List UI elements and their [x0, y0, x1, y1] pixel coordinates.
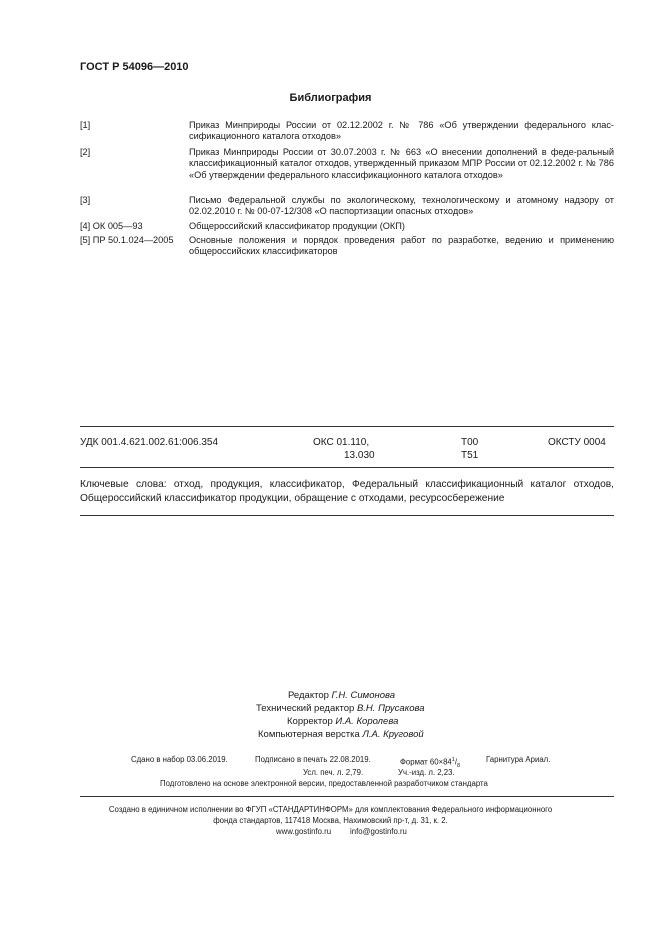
staff-role: Компьютерная верстка [258, 729, 360, 740]
divider-keywords [80, 515, 614, 516]
imprint-signed: Подписано в печать 22.08.2019. [255, 755, 371, 764]
oks-code-1: ОКС 01.110, [313, 437, 370, 448]
udk-code: УДК 001.4.621.002.61:006.354 [80, 437, 219, 448]
footer-line-1: Создано в единичном исполнении во ФГУП «СТАНДАРТИНФОРМ» для комплектования Федерального информационного [108, 805, 553, 814]
staff-row [258, 729, 424, 742]
bib-text: Приказ Минприроды России от 02.12.2002 г. № 786 «Об утверждении федерального клас-сификационного каталога отходов» [189, 120, 614, 142]
divider-footer [80, 796, 614, 797]
bib-text: Приказ Минприроды России от 30.07.2003 г. № 663 «О внесении дополнений в феде-ральный классификационный каталог отходов, утвержденный приказом МПР России от 02.12.2002 г. № 786 «Об утверждении федерального классификационного каталога отходов» [189, 147, 614, 180]
footer-line-2: фонда стандартов, 117418 Москва, Нахимовский пр-т, д. 31, к. 2. [213, 816, 448, 825]
footer-website-link[interactable]: www.gostinfo.ru [276, 827, 332, 836]
format-numerator: 1 [451, 757, 455, 763]
bib-ref: [2] [80, 147, 91, 157]
staff-role: Редактор [288, 690, 329, 701]
bib-ref: [3] [80, 195, 91, 205]
staff-name: И.А. Королева [335, 716, 399, 727]
bib-text: Общероссийский классификатор продукции (ОКП) [189, 221, 405, 231]
bib-entry [80, 147, 614, 181]
imprint-pub-sheets: Уч.-изд. л. 2,23. [398, 768, 455, 777]
staff-name: В.Н. Прусакова [356, 703, 425, 714]
divider-top [80, 426, 614, 427]
imprint-sent: Сдано в набор 03.06.2019. [131, 755, 228, 764]
staff-row [256, 703, 425, 716]
okp-code-2: Т51 [461, 450, 479, 461]
bib-text: Письмо Федеральной службы по экологическому, технологическому и атомному надзору от 02.02.2010 г. № 00-07-12/308 «О паспортизации опасных отходов» [189, 195, 614, 217]
staff-role: Корректор [287, 716, 333, 727]
format-text: Формат 60×84 [400, 757, 452, 767]
bib-ref: [4] ОК 005—93 [80, 221, 143, 231]
keywords: Ключевые слова: отход, продукция, классификатор, Федеральный классификационный каталог отходов, Общероссийский классификатор продукции, обращение с отходами, ресурсосбережение [80, 479, 614, 504]
imprint-prepared: Подготовлено на основе электронной версии, предоставленной разработчиком стандарта [160, 779, 488, 788]
imprint-format: Формат $60\times 84^1/_8$ [400, 757, 461, 770]
bib-ref: [5] ПР 50.1.024—2005 [80, 235, 174, 245]
bib-entry [80, 195, 614, 218]
footer-email-link[interactable]: info@gostinfo.ru [350, 827, 407, 836]
imprint-typeface: Гарнитура Ариал. [486, 755, 551, 764]
format-denominator: 8 [457, 763, 461, 770]
bib-entry [80, 221, 614, 232]
document-header: ГОСТ Р 54096—2010 [80, 61, 189, 73]
okp-code-1: Т00 [461, 437, 479, 448]
bib-entry [80, 120, 614, 143]
staff-name: Г.Н. Симонова [331, 690, 396, 701]
oks-code-2: 13.030 [344, 450, 375, 461]
bib-ref: [1] [80, 120, 91, 130]
section-title: Библиография [289, 92, 372, 104]
staff-name: Л.А. Круговой [362, 729, 424, 740]
bib-text: Основные положения и порядок проведения работ по разработке, ведению и применению общероссийских классификаторов [189, 235, 614, 257]
bib-entry [80, 235, 614, 258]
divider-middle [80, 467, 614, 468]
imprint-print-sheets: Усл. печ. л. 2,79. [303, 768, 364, 777]
staff-role: Технический редактор [256, 703, 355, 714]
staff-row [288, 690, 395, 703]
staff-row [287, 716, 398, 729]
okstu-code: ОКСТУ 0004 [548, 437, 606, 448]
